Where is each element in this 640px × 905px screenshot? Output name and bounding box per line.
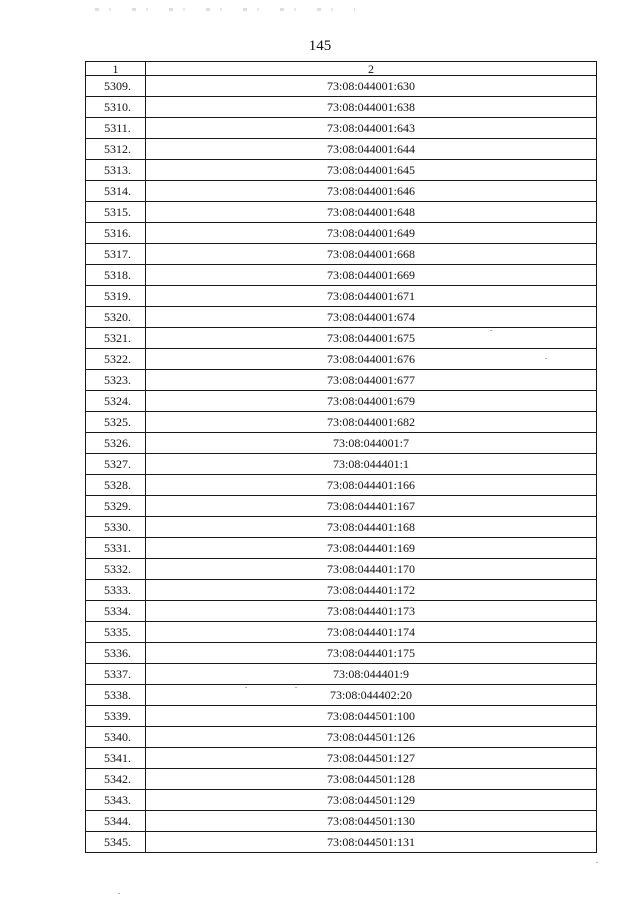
row-index-cell: 5341. [86, 748, 146, 769]
row-index-cell: 5339. [86, 706, 146, 727]
scan-speck [490, 330, 492, 331]
row-index-cell: 5319. [86, 286, 146, 307]
cadastral-number-cell: 73:08:044001:7 [146, 433, 597, 454]
scan-speck [118, 893, 120, 894]
table-row [86, 622, 597, 643]
row-index-cell: 5330. [86, 517, 146, 538]
row-index-cell: 5323. [86, 370, 146, 391]
table-row [86, 370, 597, 391]
table-row [86, 706, 597, 727]
row-index-cell: 5332. [86, 559, 146, 580]
cadastral-number-cell: 73:08:044001:679 [146, 391, 597, 412]
table-row [86, 433, 597, 454]
scan-speck [545, 358, 547, 359]
row-index-cell: 5309. [86, 76, 146, 97]
table-row [86, 286, 597, 307]
cadastral-number-cell: 73:08:044001:675 [146, 328, 597, 349]
row-index-cell: 5315. [86, 202, 146, 223]
cadastral-number-cell: 73:08:044001:671 [146, 286, 597, 307]
cadastral-number-cell: 73:08:044001:668 [146, 244, 597, 265]
table-row [86, 475, 597, 496]
row-index-cell: 5327. [86, 454, 146, 475]
row-index-cell: 5318. [86, 265, 146, 286]
row-index-cell: 5343. [86, 790, 146, 811]
scan-speck [295, 687, 297, 688]
table-row [86, 139, 597, 160]
cadastral-number-cell: 73:08:044401:169 [146, 538, 597, 559]
cadastral-number-cell: 73:08:044401:166 [146, 475, 597, 496]
cadastral-number-cell: 73:08:044402:20 [146, 685, 597, 706]
cadastral-number-cell: 73:08:044501:131 [146, 832, 597, 853]
row-index-cell: 5342. [86, 769, 146, 790]
table-row [86, 97, 597, 118]
table-row [86, 517, 597, 538]
row-index-cell: 5322. [86, 349, 146, 370]
cadastral-number-cell: 73:08:044401:9 [146, 664, 597, 685]
row-index-cell: 5324. [86, 391, 146, 412]
row-index-cell: 5311. [86, 118, 146, 139]
row-index-cell: 5325. [86, 412, 146, 433]
table-row [86, 832, 597, 853]
table-row [86, 601, 597, 622]
table-row [86, 244, 597, 265]
table-header-row [86, 62, 597, 76]
table-row [86, 307, 597, 328]
cadastral-number-cell: 73:08:044001:677 [146, 370, 597, 391]
cadastral-number-cell: 73:08:044501:129 [146, 790, 597, 811]
table-row [86, 454, 597, 475]
row-index-cell: 5335. [86, 622, 146, 643]
cadastral-number-cell: 73:08:044401:1 [146, 454, 597, 475]
row-index-cell: 5321. [86, 328, 146, 349]
table-row [86, 811, 597, 832]
row-index-cell: 5338. [86, 685, 146, 706]
cadastral-number-cell: 73:08:044501:127 [146, 748, 597, 769]
cadastral-number-cell: 73:08:044001:643 [146, 118, 597, 139]
cadastral-number-cell: 73:08:044001:644 [146, 139, 597, 160]
table-row [86, 202, 597, 223]
cadastral-number-cell: 73:08:044001:676 [146, 349, 597, 370]
cadastral-table [85, 61, 597, 853]
row-index-cell: 5337. [86, 664, 146, 685]
row-index-cell: 5340. [86, 727, 146, 748]
table-row [86, 748, 597, 769]
row-index-cell: 5312. [86, 139, 146, 160]
table-row [86, 769, 597, 790]
column-header-index: 1 [86, 62, 146, 76]
row-index-cell: 5331. [86, 538, 146, 559]
cadastral-number-cell: 73:08:044401:174 [146, 622, 597, 643]
row-index-cell: 5326. [86, 433, 146, 454]
cadastral-number-cell: 73:08:044501:100 [146, 706, 597, 727]
page-number: 145 [308, 38, 332, 54]
table-row [86, 223, 597, 244]
table-body [86, 76, 597, 853]
row-index-cell: 5320. [86, 307, 146, 328]
scan-speck [596, 862, 598, 863]
table-row [86, 685, 597, 706]
table-row [86, 412, 597, 433]
row-index-cell: 5316. [86, 223, 146, 244]
table-row [86, 349, 597, 370]
row-index-cell: 5344. [86, 811, 146, 832]
row-index-cell: 5345. [86, 832, 146, 853]
row-index-cell: 5328. [86, 475, 146, 496]
row-index-cell: 5334. [86, 601, 146, 622]
table-row [86, 538, 597, 559]
table-row [86, 727, 597, 748]
table-row [86, 496, 597, 517]
cadastral-number-cell: 73:08:044401:175 [146, 643, 597, 664]
cadastral-number-cell: 73:08:044401:172 [146, 580, 597, 601]
row-index-cell: 5333. [86, 580, 146, 601]
table-row [86, 391, 597, 412]
row-index-cell: 5310. [86, 97, 146, 118]
table-row [86, 559, 597, 580]
table-row [86, 160, 597, 181]
cadastral-number-cell: 73:08:044401:167 [146, 496, 597, 517]
column-header-cadastral-number: 2 [146, 62, 597, 76]
table-row [86, 328, 597, 349]
scan-speck [245, 687, 247, 688]
cadastral-number-cell: 73:08:044501:126 [146, 727, 597, 748]
cadastral-number-cell: 73:08:044501:128 [146, 769, 597, 790]
table-row [86, 76, 597, 97]
cadastral-number-cell: 73:08:044001:682 [146, 412, 597, 433]
table-row [86, 265, 597, 286]
cadastral-number-cell: 73:08:044401:168 [146, 517, 597, 538]
cadastral-number-cell: 73:08:044501:130 [146, 811, 597, 832]
cadastral-number-cell: 73:08:044401:170 [146, 559, 597, 580]
row-index-cell: 5336. [86, 643, 146, 664]
cadastral-number-cell: 73:08:044401:173 [146, 601, 597, 622]
row-index-cell: 5317. [86, 244, 146, 265]
row-index-cell: 5313. [86, 160, 146, 181]
cadastral-number-cell: 73:08:044001:674 [146, 307, 597, 328]
table-row [86, 790, 597, 811]
cadastral-number-cell: 73:08:044001:646 [146, 181, 597, 202]
cadastral-number-cell: 73:08:044001:630 [146, 76, 597, 97]
table-row [86, 664, 597, 685]
cadastral-number-cell: 73:08:044001:669 [146, 265, 597, 286]
table-row [86, 580, 597, 601]
cadastral-number-cell: 73:08:044001:645 [146, 160, 597, 181]
cadastral-number-cell: 73:08:044001:649 [146, 223, 597, 244]
cadastral-number-cell: 73:08:044001:648 [146, 202, 597, 223]
table-row [86, 643, 597, 664]
scan-artifact [95, 8, 355, 11]
row-index-cell: 5329. [86, 496, 146, 517]
row-index-cell: 5314. [86, 181, 146, 202]
table-row [86, 118, 597, 139]
cadastral-number-cell: 73:08:044001:638 [146, 97, 597, 118]
table-row [86, 181, 597, 202]
